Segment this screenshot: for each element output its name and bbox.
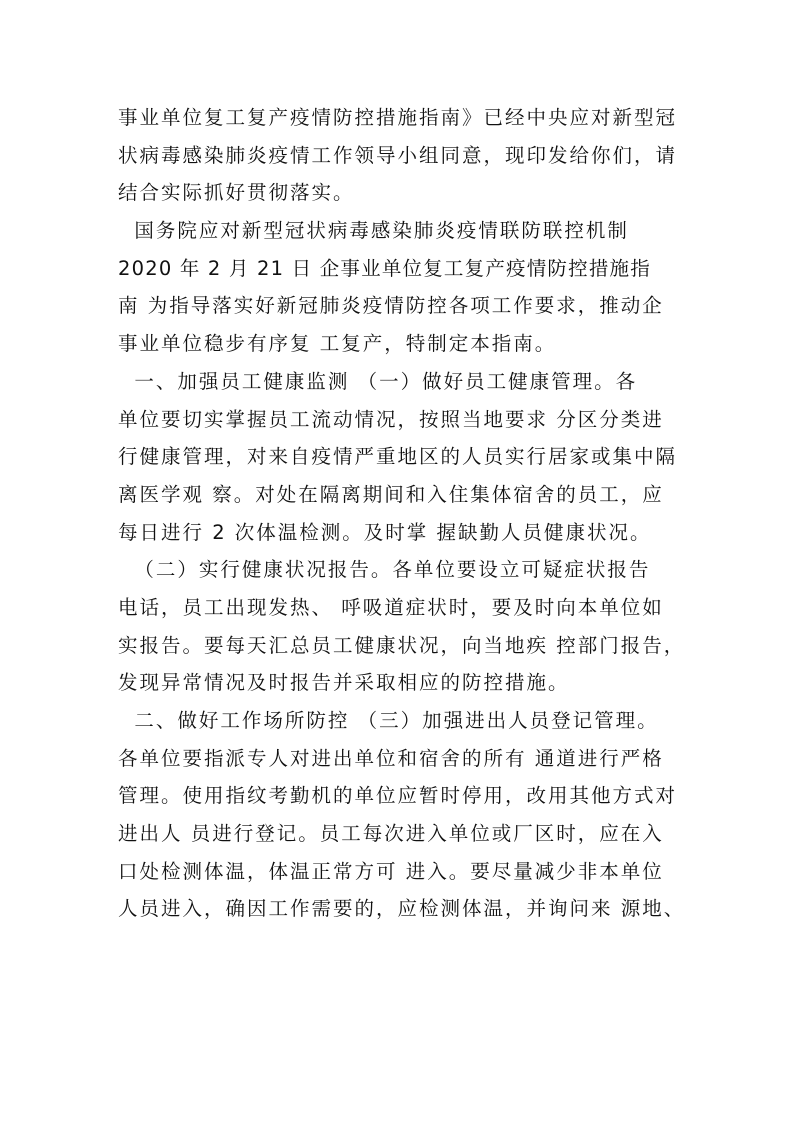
document-body: [118, 99, 693, 928]
text-line: 管理。使用指纹考勤机的单位应暂时停用，改用其他方式对: [118, 784, 678, 808]
text-line: 口处检测体温，体温正常方可 进入。要尽量减少非本单位: [118, 859, 664, 883]
text-line: 各单位要指派专人对进出单位和宿舍的所有 通道进行严格: [118, 746, 664, 770]
text-line: 结合实际抓好贯彻落实。: [118, 181, 355, 205]
text-line: 实报告。要每天汇总员工健康状况，向当地疾 控部门报告，: [118, 633, 686, 657]
text-line: 南 为指导落实好新冠肺炎疫情防控各项工作要求，推动企: [118, 294, 664, 318]
text-line: 二、做好工作场所防控 （三）加强进出人员登记管理。: [118, 709, 659, 732]
text-line: 一、加强员工健康监测 （一）做好员工健康管理。各: [118, 369, 638, 393]
text-line: 国务院应对新型冠状病毒感染肺炎疫情联防联控机制: [118, 219, 629, 243]
text-line: 发现异常情况及时报告并采取相应的防控措施。: [118, 671, 570, 695]
text-line: 电话，员工出现发热、 呼吸道症状时，要及时向本单位如: [118, 595, 664, 619]
text-line: （二）实行健康状况报告。各单位要设立可疑症状报告: [118, 558, 651, 582]
text-line: 事业单位稳步有序复 工复产，特制定本指南。: [118, 332, 557, 356]
text-line: 离医学观 察。对处在隔离期间和入住集体宿舍的员工，应: [118, 482, 664, 506]
text-line: 2020 年 2 月 21 日 企事业单位复工复产疫情防控措施指: [118, 256, 651, 280]
text-line: 人员进入，确因工作需要的，应检测体温，并询问来 源地、: [118, 897, 686, 921]
text-line: 事业单位复工复产疫情防控措施指南》已经中央应对新型冠: [118, 106, 678, 129]
text-line: 单位要切实掌握员工流动情况，按照当地要求 分区分类进: [118, 407, 664, 431]
text-line: 行健康管理，对来自疫情严重地区的人员实行居家或集中隔: [118, 445, 678, 469]
text-line: 每日进行 2 次体温检测。及时掌 握缺勤人员健康状况。: [118, 520, 652, 544]
text-line: 状病毒感染肺炎疫情工作领导小组同意，现印发给你们，请: [118, 143, 678, 167]
text-line: 进出人 员进行登记。员工每次进入单位或厂区时，应在入: [118, 822, 664, 846]
